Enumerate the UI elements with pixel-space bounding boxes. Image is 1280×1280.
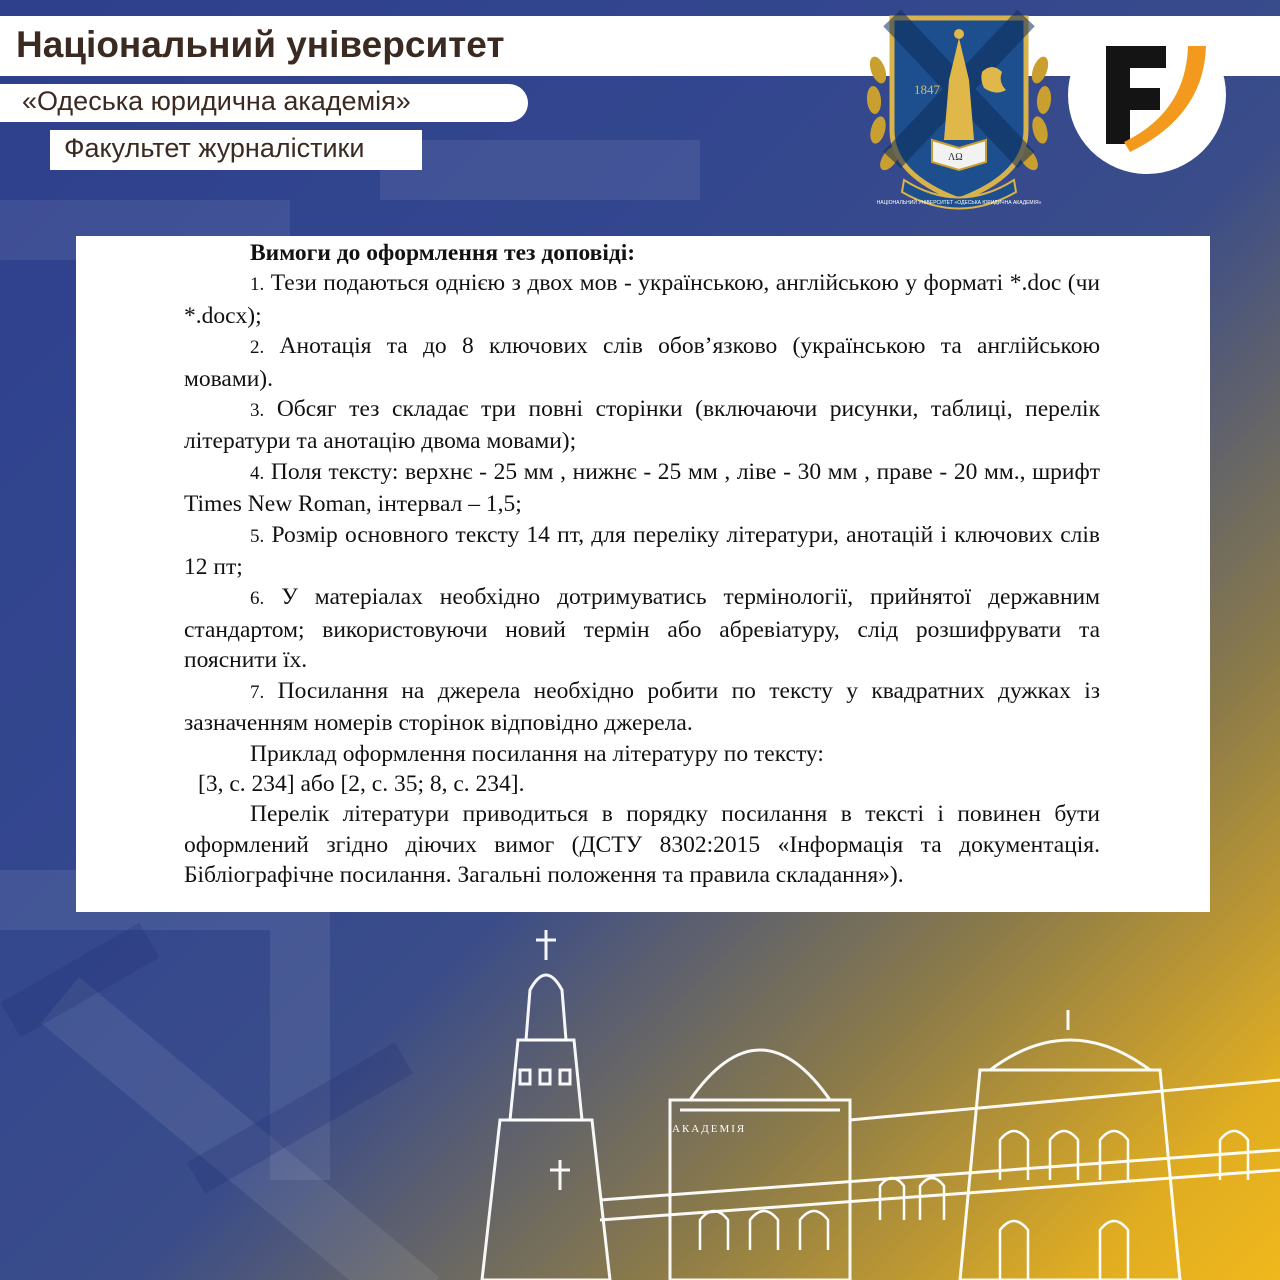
- requirements-heading: Вимоги до оформлення тез доповіді:: [250, 240, 636, 266]
- requirement-item: 5. Розмір основного тексту 14 пт, для переліку літератури, анотацій і ключових слів 12 пт;: [184, 521, 1101, 581]
- university-subtitle: «Одеська юридична академія»: [22, 86, 411, 116]
- requirements-text: [184, 238, 1100, 891]
- crest-symbols: ΛΩ: [948, 152, 963, 163]
- requirement-item: 4. Поля тексту: верхнє - 25 мм , нижнє - 25 мм , ліве - 30 мм , праве - 20 мм., шрифт Times New Roman, інтервал – 1,5;: [184, 458, 1101, 518]
- literature-note: Перелік літератури приводиться в порядку посилання в тексті і повинен бути оформлений згідно діючих вимог (ДСТУ 8302:2015 «Інформація та документація. Бібліографічне посилання. Загальні положення та правила складання»).: [184, 801, 1100, 889]
- faculty-logo: [1068, 16, 1226, 174]
- requirement-item: 3. Обсяг тез складає три повні сторінки (включаючи рисунки, таблиці, перелік літератури та анотацію двома мовами);: [184, 396, 1100, 455]
- requirement-item: 6. У матеріалах необхідно дотримуватись термінології, прийнятої державним стандартом; використовуючи новий термін або абревіатуру, слід розшифрувати та пояснити їх.: [184, 584, 1101, 674]
- requirement-item: 1. Тези подаються однією з двох мов - українською, англійською у форматі *.doc (чи *.docx);: [184, 270, 1101, 329]
- crest-year: 1847: [914, 82, 940, 97]
- crest-ribbon-text: НАЦІОНАЛЬНИЙ УНІВЕРСИТЕТ «ОДЕСЬКА ЮРИДИЧНА АКАДЕМІЯ»: [876, 200, 1042, 206]
- citation-example: [3, с. 234] або [2, с. 35; 8, с. 234].: [198, 770, 525, 797]
- faculty-name: Факультет журналістики: [64, 133, 365, 163]
- academy-building-illustration-icon: [400, 920, 1280, 1280]
- university-title: Національний університет: [16, 24, 505, 65]
- example-intro: Приклад оформлення посилання на літературу по тексту:: [250, 740, 824, 767]
- faculty-f-logo-icon: [1068, 16, 1226, 174]
- requirement-item: 2. Анотація та до 8 ключових слів обов’язково (українською та англійською мовами).: [184, 333, 1100, 392]
- university-crest-icon: [864, 10, 1054, 210]
- building-sign: АКАДЕМІЯ: [672, 1123, 747, 1135]
- requirement-item: 7. Посилання на джерела необхідно робити по тексту у квадратних дужках із зазначенням номерів сторінок відповідно джерела.: [184, 677, 1101, 737]
